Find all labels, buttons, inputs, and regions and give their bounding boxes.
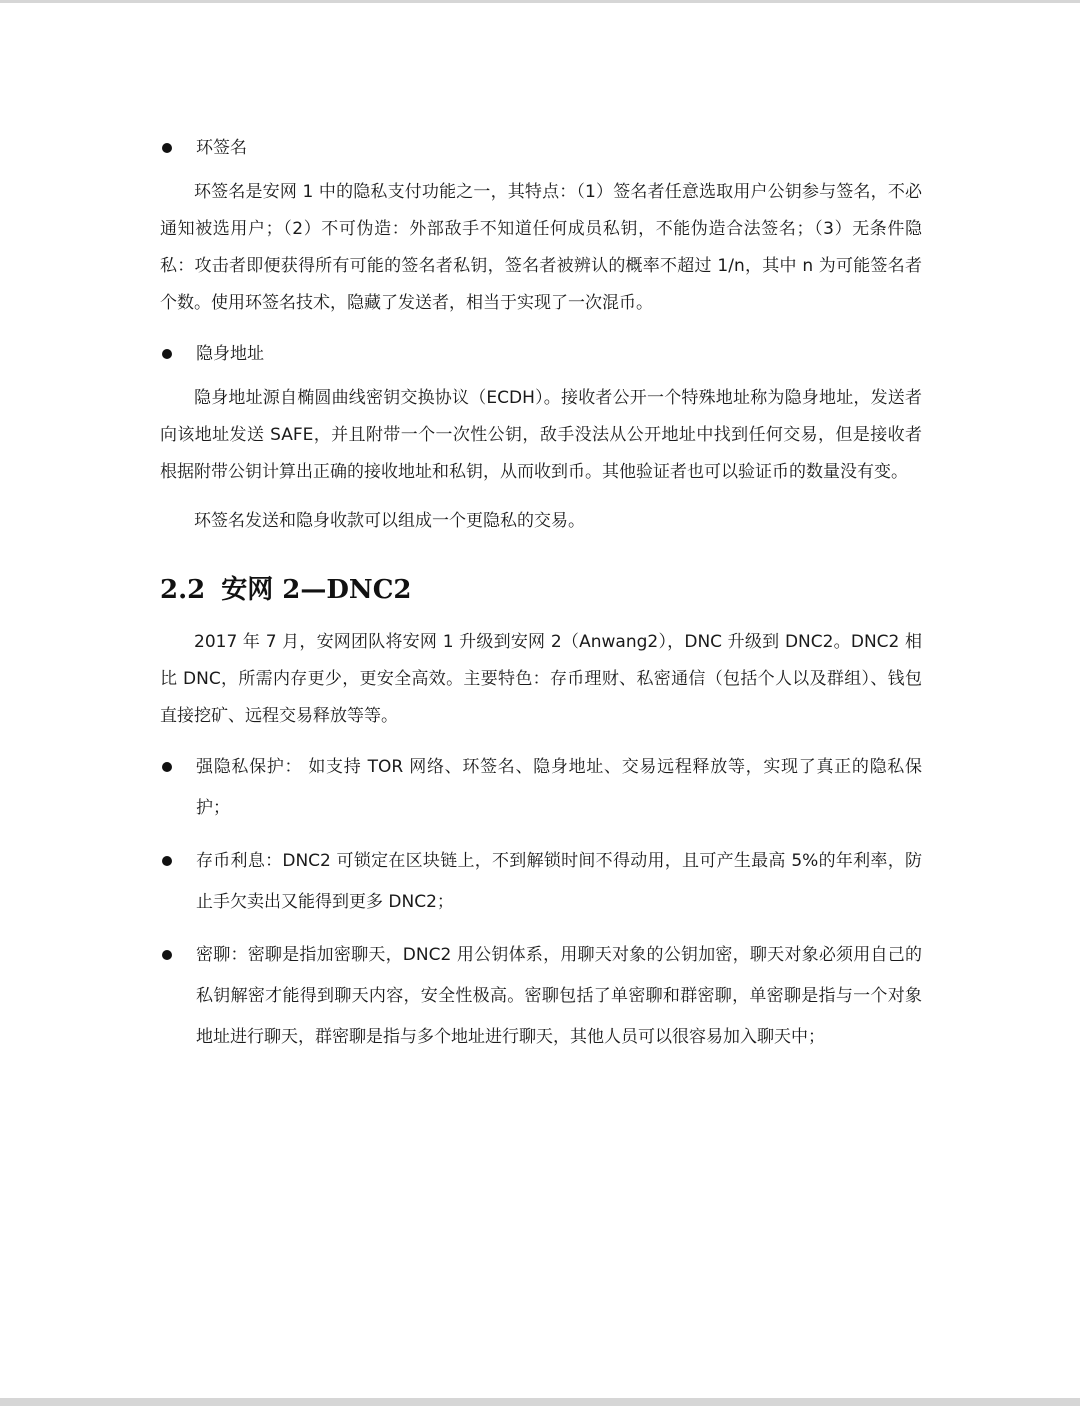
paragraph-stealth-address: 隐身地址源自椭圆曲线密钥交换协议（ECDH）。接收者公开一个特殊地址称为隐身地址，发送者向该地址发送 SAFE，并且附带一个一次性公钥，敌手没法从公开地址中找到任何交易，但是接收者根据附带公钥计算出正确的接收地址和私钥，从而收到币。其他验证者也可以验证币的数量没有变。 (160, 388, 922, 482)
paragraph-ring-signature: 环签名是安网 1 中的隐私支付功能之一，其特点：（1）签名者任意选取用户公钥参与签名，不必通知被选用户；（2）不可伪造：外部敌手不知道任何成员私钥，不能伪造合法签名；（3）无条件隐私：攻击者即便获得所有可能的签名者私钥，签名者被辨认的概率不超过 1/n，其中 n 为可能签名者个数。使用环签名技术，隐藏了发送者，相当于实现了一次混币。 (160, 182, 922, 313)
bullet-dot-icon (162, 856, 172, 866)
section-heading (160, 570, 922, 610)
bullet-ring-signature (160, 128, 922, 168)
section-title: 安网 2—DNC2 (221, 575, 412, 605)
bullet-stealth-address (160, 334, 922, 374)
feature-text: 存币利息：DNC2 可锁定在区块链上，不到解锁时间不得动用，且可产生最高 5%的年利率，防止手欠卖出又能得到更多 DNC2； (196, 851, 922, 912)
paragraph-section-intro: 2017 年 7 月，安网团队将安网 1 升级到安网 2（Anwang2），DNC 升级到 DNC2。DNC2 相比 DNC，所需内存更少，更安全高效。主要特色：存币理财、私密通信（包括个人以及群组）、钱包直接挖矿、远程交易释放等等。 (160, 632, 922, 726)
page-bottom-edge (0, 1398, 1080, 1406)
feature-text: 密聊：密聊是指加密聊天，DNC2 用公钥体系，用聊天对象的公钥加密，聊天对象必须用自己的私钥解密才能得到聊天内容，安全性极高。密聊包括了单密聊和群密聊，单密聊是指与一个对象地址进行聊天，群密聊是指与多个地址进行聊天，其他人员可以很容易加入聊天中； (196, 945, 922, 1047)
document-page (160, 128, 922, 1070)
bullet-heading-stealth-address: 隐身地址 (196, 344, 264, 364)
bullet-heading-ring-signature: 环签名 (196, 138, 247, 158)
page-top-edge (0, 0, 1080, 3)
bullet-dot-icon (162, 762, 172, 772)
paragraph-summary: 环签名发送和隐身收款可以组成一个更隐私的交易。 (194, 511, 585, 531)
bullet-dot-icon (162, 349, 172, 359)
bullet-dot-icon (162, 950, 172, 960)
feature-item-secret-chat (160, 935, 922, 1058)
section-number: 2.2 (160, 575, 206, 605)
feature-text: 强隐私保护： 如支持 TOR 网络、环签名、隐身地址、交易远程释放等，实现了真正的隐私保护； (196, 757, 922, 818)
bullet-dot-icon (162, 143, 172, 153)
feature-item-interest (160, 841, 922, 923)
feature-item-privacy (160, 747, 922, 829)
